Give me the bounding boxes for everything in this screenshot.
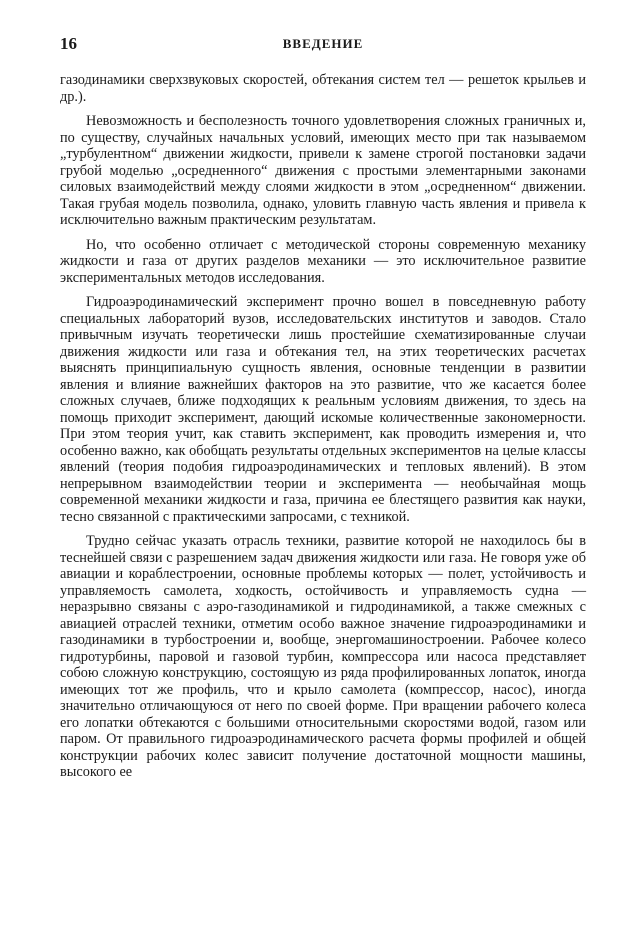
paragraph: Невозможность и бесполезность точного удовлетворения сложных граничных и, по существу, случайных начальных условий, имеющих место при так называемом „турбулентном“ движении жидкости, привели к замене строгой постановки задачи грубой моделью „осредненного“ движения с простыми элементарными законами силовых взаимодействий между слоями жидкости в этом „осредненном“ движении. Такая грубая модель позволила, однако, уловить главную часть явления и привела к исключительно важным практическим результатам.: [60, 113, 586, 228]
running-title: ВВЕДЕНИЕ: [282, 36, 364, 51]
paragraph: Но, что особенно отличает с методической стороны современную механику жидкости и газа от других разделов механики — это исключительное развитие экспериментальных методов исследования.: [60, 236, 586, 286]
page-number: 16: [60, 34, 77, 53]
paragraph: Гидроаэродинамический эксперимент прочно вошел в повседневную работу специальных лабораторий вузов, исследовательских институтов и заводов. Стало привычным изучать теоретически лишь простейшие схематизированные случаи движения жидкости или газа и обтекания тел, на этих теоретических расчетах выяснять принципиальную сущность явления, основные тенденции в развитии явления и влияние важнейших факторов на это развитие, что же касается более сложных случаев, ближе подходящих к реальным условиям движения, то здесь на помощь приходит эксперимент, дающий искомые количественные закономерности. При этом теория учит, как ставить эксперимент, как проводить измерения и, что особенно важно, как обобщать результаты отдельных экспериментов на целые классы явлений (теория подобия гидроаэродинамических и тепловых явлений). В этом непрерывном взаимодействии теории и эксперимента — необычайная мощь современной механики жидкости и газа, причина ее блестящего развития как науки, тесно связанной с практическими запросами, с техникой.: [60, 294, 586, 525]
page-header: [60, 34, 586, 58]
book-page: [60, 34, 586, 781]
paragraph: Трудно сейчас указать отрасль техники, развитие которой не находилось бы в теснейшей связи с разрешением задач движения жидкости или газа. Не говоря уже об авиации и кораблестроении, основные проблемы которых — полет, устойчивость и управляемость самолета, ходкость, остойчивость и управляемость судна — неразрывно связаны с аэро-газодинамикой и гидродинамикой, а также смежных с авиацией отраслей техники, отметим особо важное значение гидроаэродинамики и газодинамики в турбостроении и, вообще, энергомашиностроении. Рабочее колесо гидротурбины, паровой и газовой турбин, компрессора или насоса представляет собою сложную конструкцию, состоящую из ряда профилированных лопаток, иногда имеющих тот же профиль, что и крыло самолета (компрессор, насос), иногда значительно отличающуюся от него по своей форме. При вращении рабочего колеса его лопатки обтекаются с большими относительными скоростями водой, газом или паром. От правильного гидроаэродинамического расчета формы профилей и общей конструкции рабочих колес зависит получение достаточной мощности машины, высокого ее: [60, 533, 586, 780]
paragraph-continued: газодинамики сверхзвуковых скоростей, обтекания систем тел — решеток крыльев и др.).: [60, 72, 586, 105]
body-text: [60, 72, 586, 781]
